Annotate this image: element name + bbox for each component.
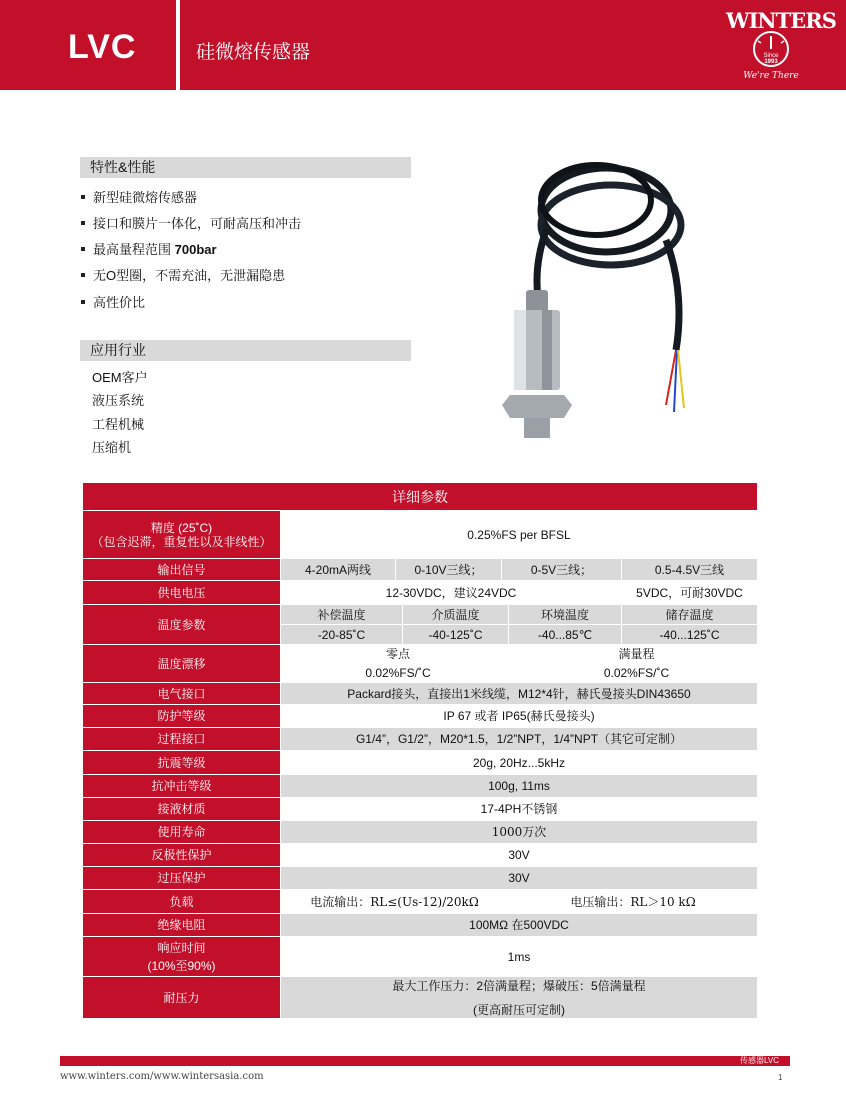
application-item: 液压系统 <box>92 393 145 408</box>
spec-value-process: G1/4”，G1/2”，M20*1.5，1/2”NPT，1/4”NPT（其它可定制） <box>281 728 758 751</box>
spec-value-pressure: 最大工作压力：2倍满量程；爆破压：5倍满量程 (更高耐压可定制) <box>281 977 758 1019</box>
spec-label-electrical: 电气接口 <box>83 683 281 705</box>
spec-label-material: 接液材质 <box>83 798 281 821</box>
bullet-icon <box>81 221 85 225</box>
product-code: LVC <box>68 28 137 66</box>
spec-value-life: 1000万次 <box>281 821 758 844</box>
winters-logo <box>726 8 836 84</box>
application-item: 压缩机 <box>92 440 132 455</box>
footer-product-name: 传感器LVC <box>740 1056 779 1065</box>
spec-label-pressure: 耐压力 <box>83 977 281 1019</box>
load-current-output: 电流输出：RL≤(Us-12)/20kΩ <box>281 890 509 914</box>
spec-table <box>82 482 758 1019</box>
logo-tagline: We're There <box>743 71 799 81</box>
feature-item: 接口和膜片一体化，可耐高压和冲击 <box>80 213 301 232</box>
spec-label-load: 负载 <box>83 890 281 914</box>
spec-value-insulation: 100MΩ 在500VDC <box>281 914 758 937</box>
spec-value-shock: 100g, 11ms <box>281 775 758 798</box>
page-number: 1 <box>778 1073 783 1082</box>
temp-storage-value: -40...125˚C <box>622 625 758 645</box>
output-0-5v: 0-5V三线； <box>502 559 622 581</box>
product-image <box>496 150 696 450</box>
feature-item: 无O型圈，不需充油，无泄漏隐患 <box>80 265 285 284</box>
drift-span-value: 0.02%FS/˚C <box>516 663 758 683</box>
header-divider <box>176 0 180 90</box>
spec-label-life: 使用寿命 <box>83 821 281 844</box>
applications-heading: 应用行业 <box>80 340 411 361</box>
temp-medium-head: 介质温度 <box>403 605 509 625</box>
spec-value-protection: IP 67 或者 IP65(赫氏曼接头) <box>281 705 758 728</box>
temp-storage-head: 储存温度 <box>622 605 758 625</box>
product-title: 硅微熔传感器 <box>196 42 311 63</box>
spec-label-overvoltage: 过压保护 <box>83 867 281 890</box>
spec-value-electrical: Packard接头，直接出1米线缆，M12*4针，赫氏曼接头DIN43650 <box>281 683 758 705</box>
spec-value-response: 1ms <box>281 937 758 977</box>
spec-label-vibration: 抗震等级 <box>83 751 281 775</box>
logo-word: WINTERS <box>726 8 836 33</box>
spec-label-process: 过程接口 <box>83 728 281 751</box>
temp-compensated-head: 补偿温度 <box>281 605 403 625</box>
bullet-icon <box>81 195 85 199</box>
temp-ambient-value: -40...85℃ <box>509 625 622 645</box>
spec-label-shock: 抗冲击等级 <box>83 775 281 798</box>
bullet-icon <box>81 300 85 304</box>
temp-medium-value: -40-125˚C <box>403 625 509 645</box>
spec-value-polarity: 30V <box>281 844 758 867</box>
output-0-5-4-5v: 0.5-4.5V三线 <box>622 559 758 581</box>
output-4-20ma: 4-20mA两线 <box>281 559 396 581</box>
spec-label-insulation: 绝缘电阻 <box>83 914 281 937</box>
spec-label-protection: 防护等级 <box>83 705 281 728</box>
spec-value-accuracy: 0.25%FS per BFSL <box>281 511 758 559</box>
spec-value-overvoltage: 30V <box>281 867 758 890</box>
spec-label-drift: 温度漂移 <box>83 645 281 683</box>
spec-table-title: 详细参数 <box>83 483 758 511</box>
logo-year: 1993 <box>764 59 778 65</box>
drift-span-head: 满量程 <box>516 645 758 663</box>
spec-value-vibration: 20g, 20Hz...5kHz <box>281 751 758 775</box>
feature-item: 最高量程范围 700bar <box>80 239 217 258</box>
spec-value-material: 17-4PH不锈钢 <box>281 798 758 821</box>
spec-label-temperature: 温度参数 <box>83 605 281 645</box>
application-item: OEM客户 <box>92 370 148 385</box>
drift-zero-value: 0.02%FS/˚C <box>281 663 516 683</box>
features-heading: 特性&性能 <box>80 157 411 178</box>
output-0-10v: 0-10V三线； <box>396 559 502 581</box>
application-item: 工程机械 <box>92 417 145 432</box>
supply-standard: 12-30VDC，建议24VDC <box>281 581 622 605</box>
temp-ambient-head: 环境温度 <box>509 605 622 625</box>
load-voltage-output: 电压输出：RL＞10 kΩ <box>509 890 758 914</box>
bullet-icon <box>81 247 85 251</box>
spec-label-polarity: 反极性保护 <box>83 844 281 867</box>
supply-5v: 5VDC，可耐30VDC <box>622 581 758 605</box>
drift-zero-head: 零点 <box>281 645 516 663</box>
feature-item: 高性价比 <box>80 292 145 311</box>
header-bar <box>0 0 846 90</box>
bullet-icon <box>81 273 85 277</box>
spec-label-response: 响应时间 (10%至90%) <box>83 937 281 977</box>
footer-url[interactable]: www.winters.com/www.wintersasia.com <box>60 1071 264 1082</box>
feature-item: 新型硅微熔传感器 <box>80 187 197 206</box>
temp-compensated-value: -20-85˚C <box>281 625 403 645</box>
spec-label-supply: 供电电压 <box>83 581 281 605</box>
logo-since: Since <box>763 53 779 59</box>
spec-label-output: 输出信号 <box>83 559 281 581</box>
footer-bar <box>60 1056 790 1066</box>
spec-label-accuracy: 精度 (25˚C) （包含迟滞，重复性以及非线性） <box>83 511 281 559</box>
